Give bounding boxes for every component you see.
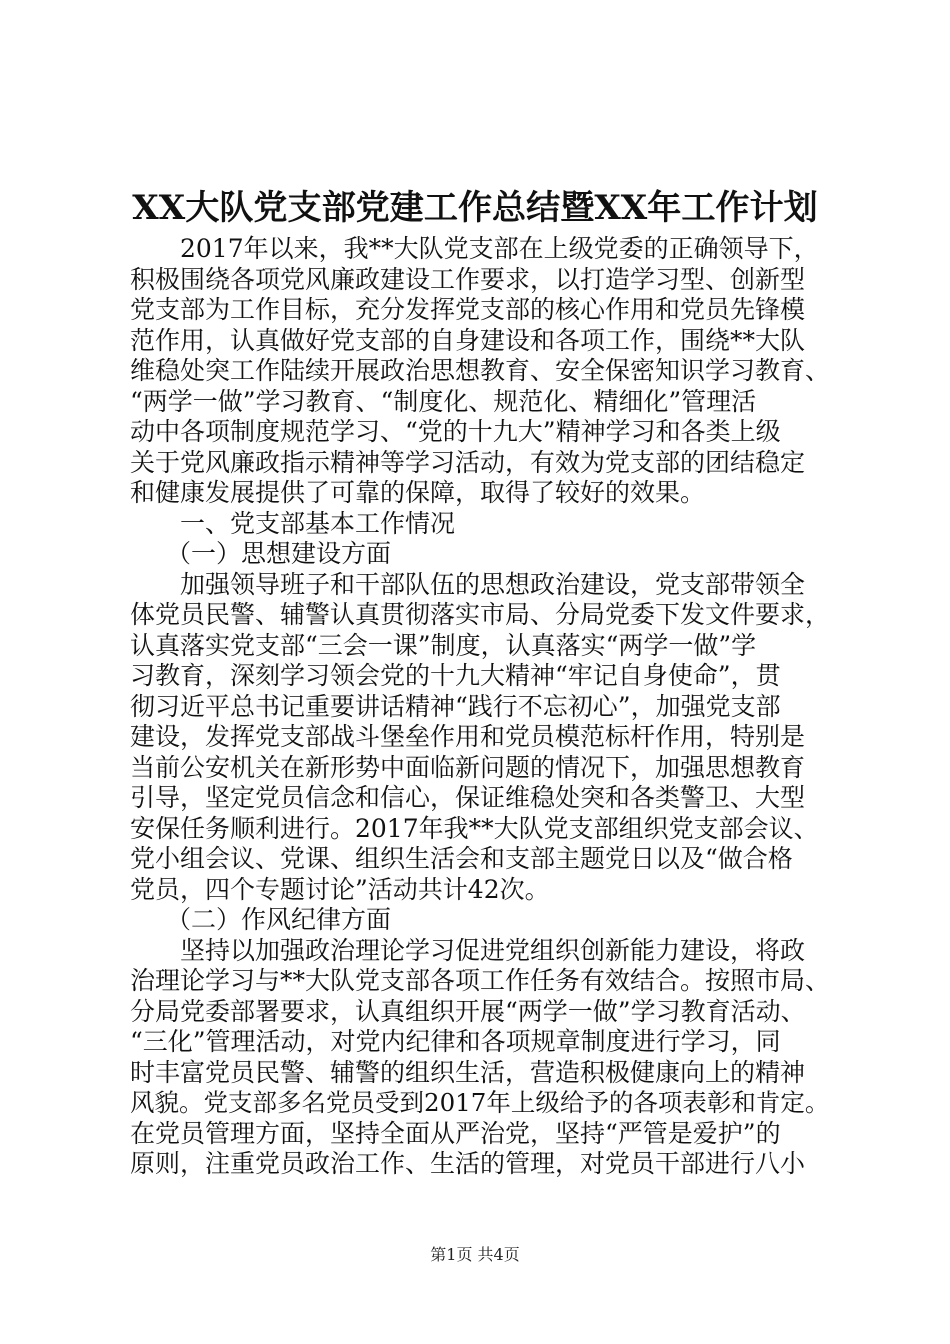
paragraph-line: 党支部为工作目标，充分发挥党支部的核心作用和党员先锋模 (130, 295, 806, 324)
paragraph-line: 党员，四个专题讨论”活动共计42次。 (130, 874, 550, 904)
subsection-heading: （一）思想建设方面 (166, 539, 392, 568)
paragraph-line: 分局党委部署要求，认真组织开展“两学一做”学习教育活动、 (130, 996, 806, 1026)
subsection-heading: （二）作风纪律方面 (166, 905, 392, 934)
paragraph-line: 彻习近平总书记重要讲话精神“践行不忘初心”，加强党支部 (130, 691, 781, 721)
paragraph-line: 积极围绕各项党风廉政建设工作要求，以打造学习型、创新型 (130, 264, 806, 294)
paragraph-line: 引导，坚定党员信念和信心，保证维稳处突和各类警卫、大型 (130, 783, 806, 812)
paragraph-line: 和健康发展提供了可靠的保障，取得了较好的效果。 (130, 478, 706, 507)
paragraph-line: 原则，注重党员政治工作、生活的管理，对党员干部进行八小 (130, 1149, 806, 1178)
paragraph-line: 当前公安机关在新形势中面临新问题的情况下，加强思想教育 (130, 752, 806, 782)
paragraph-line: 治理论学习与**大队党支部各项工作任务有效结合。按照市局、 (130, 966, 831, 995)
paragraph-line: 体党员民警、辅警认真贯彻落实市局、分局党委下发文件要求， (130, 600, 831, 629)
paragraph-line: 风貌。党支部多名党员受到2017年上级给予的各项表彰和肯定。 (130, 1088, 830, 1117)
paragraph-line: 范作用，认真做好党支部的自身建设和各项工作，围绕**大队 (130, 325, 806, 355)
document-body (130, 234, 830, 1180)
page-number: 第1页 共4页 (430, 1245, 520, 1264)
paragraph-line: 关于党风廉政指示精神等学习活动，有效为党支部的团结稳定 (130, 447, 806, 477)
paragraph-line: 加强领导班子和干部队伍的思想政治建设，党支部带领全 (180, 569, 806, 599)
paragraph-line: 坚持以加强政治理论学习促进党组织创新能力建设，将政 (180, 935, 806, 965)
paragraph-line: “三化”管理活动，对党内纪律和各项规章制度进行学习，同 (130, 1027, 781, 1056)
document-title: XX大队党支部党建工作总结暨XX年工作计划 (132, 188, 818, 228)
paragraph-line: “两学一做”学习教育、“制度化、规范化、精细化”管理活 (130, 386, 757, 416)
paragraph-line: 维稳处突工作陆续开展政治思想教育、安全保密知识学习教育、 (130, 356, 831, 385)
paragraph-line: 动中各项制度规范学习、“党的十九大”精神学习和各类上级 (130, 417, 781, 446)
section-heading: 一、党支部基本工作情况 (180, 508, 456, 538)
paragraph-line: 在党员管理方面，坚持全面从严治党，坚持“严管是爱护”的 (130, 1118, 781, 1148)
paragraph-line: 认真落实党支部“三会一课”制度，认真落实“两学一做”学 (130, 630, 757, 660)
paragraph-line: 党小组会议、党课、组织生活会和支部主题党日以及“做合格 (130, 844, 793, 873)
paragraph-line: 时丰富党员民警、辅警的组织生活，营造积极健康向上的精神 (130, 1057, 806, 1087)
paragraph-line: 安保任务顺利进行。2017年我**大队党支部组织党支部会议、 (130, 813, 819, 843)
paragraph-line: 习教育，深刻学习领会党的十九大精神“牢记自身使命”，贯 (130, 661, 781, 690)
paragraph-line: 2017年以来，我**大队党支部在上级党委的正确领导下， (180, 234, 819, 263)
paragraph-line: 建设，发挥党支部战斗堡垒作用和党员模范标杆作用，特别是 (130, 722, 806, 751)
